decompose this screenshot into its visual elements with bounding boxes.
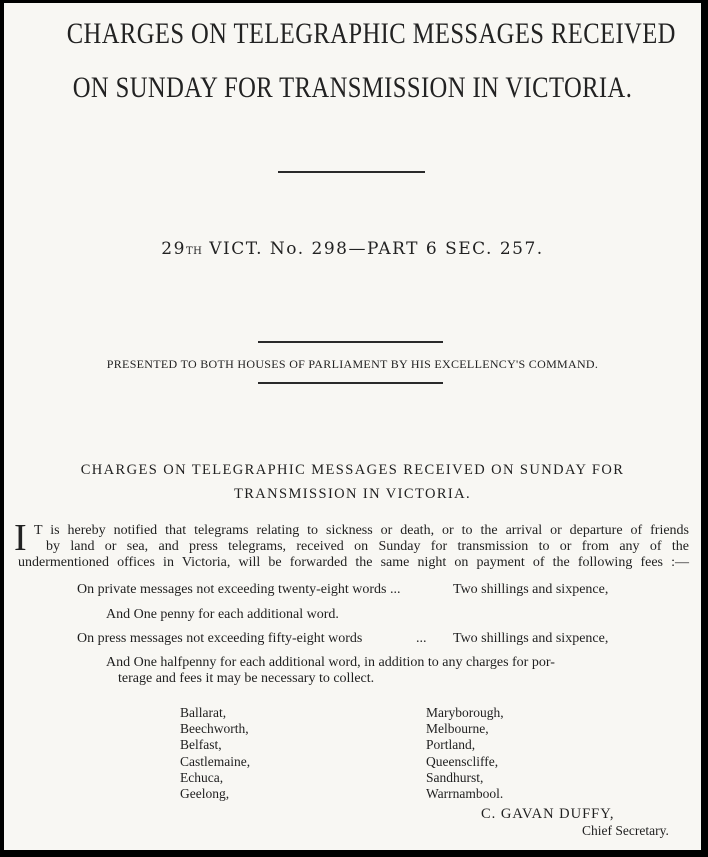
office-item: Sandhurst, xyxy=(426,769,484,785)
divider-rule xyxy=(258,341,443,343)
office-item: Echuca, xyxy=(180,769,224,785)
main-title-line-1: CHARGES ON TELEGRAPHIC MESSAGES RECEIVED xyxy=(66,17,676,50)
offices-right-column xyxy=(426,705,504,802)
fee-press-additional-line-2: terage and fees it may be necessary to collect. xyxy=(118,671,375,686)
offices-left-column xyxy=(180,705,250,802)
signature-name: C. GAVAN DUFFY, xyxy=(481,806,615,822)
notice-body-line-1: T is hereby notified that telegrams relating to sickness or death, or to the arrival or departure of friends xyxy=(34,523,689,538)
office-item: Beechworth, xyxy=(180,721,249,737)
fee-press-additional-line-1: And One halfpenny for each additional word, in addition to any charges for por- xyxy=(106,655,555,670)
fee-press-leader: ... xyxy=(416,631,427,646)
presented-line: PRESENTED TO BOTH HOUSES OF PARLIAMENT BY HIS EXCELLENCY'S COMMAND. xyxy=(106,357,599,371)
notice-heading-line-2: TRANSMISSION IN VICTORIA. xyxy=(233,486,472,502)
act-year-suffix: TH xyxy=(185,246,203,257)
act-reference xyxy=(4,239,701,259)
office-item: Portland, xyxy=(426,737,476,753)
fee-private-additional: And One penny for each additional word. xyxy=(106,607,339,622)
act-year: 29 xyxy=(161,239,186,259)
office-item: Geelong, xyxy=(180,786,230,802)
office-item: Melbourne, xyxy=(426,721,489,737)
signature-title: Chief Secretary. xyxy=(582,823,669,838)
fee-private-description: On private messages not exceeding twenty-eight words ... xyxy=(77,582,401,597)
office-item: Castlemaine, xyxy=(180,753,251,769)
drop-cap: I xyxy=(14,517,27,559)
office-item: Queenscliffe, xyxy=(426,753,499,769)
office-item: Warrnambool. xyxy=(426,786,504,802)
divider-rule xyxy=(258,382,443,384)
fee-press-amount: Two shillings and sixpence, xyxy=(453,631,609,646)
notice-heading-line-1: CHARGES ON TELEGRAPHIC MESSAGES RECEIVED ON SUNDAY FOR xyxy=(80,462,625,478)
document-page xyxy=(4,3,701,850)
notice-body-line-2: by land or sea, and press telegrams, received on Sunday for transmission to or from any of the xyxy=(46,539,689,554)
fee-press-description: On press messages not exceeding fifty-eight words xyxy=(77,631,363,646)
office-item: Belfast, xyxy=(180,737,222,753)
main-title-line-2: ON SUNDAY FOR TRANSMISSION IN VICTORIA. xyxy=(72,71,633,104)
notice-body-line-3: undermentioned offices in Victoria, will be forwarded the same night on payment of the following fees :— xyxy=(18,555,689,570)
office-item: Maryborough, xyxy=(426,705,504,720)
fee-private-amount: Two shillings and sixpence, xyxy=(453,582,609,597)
divider-rule xyxy=(278,171,425,173)
office-item: Ballarat, xyxy=(180,705,227,720)
act-section: VICT. No. 298—PART 6 SEC. 257. xyxy=(202,239,544,259)
